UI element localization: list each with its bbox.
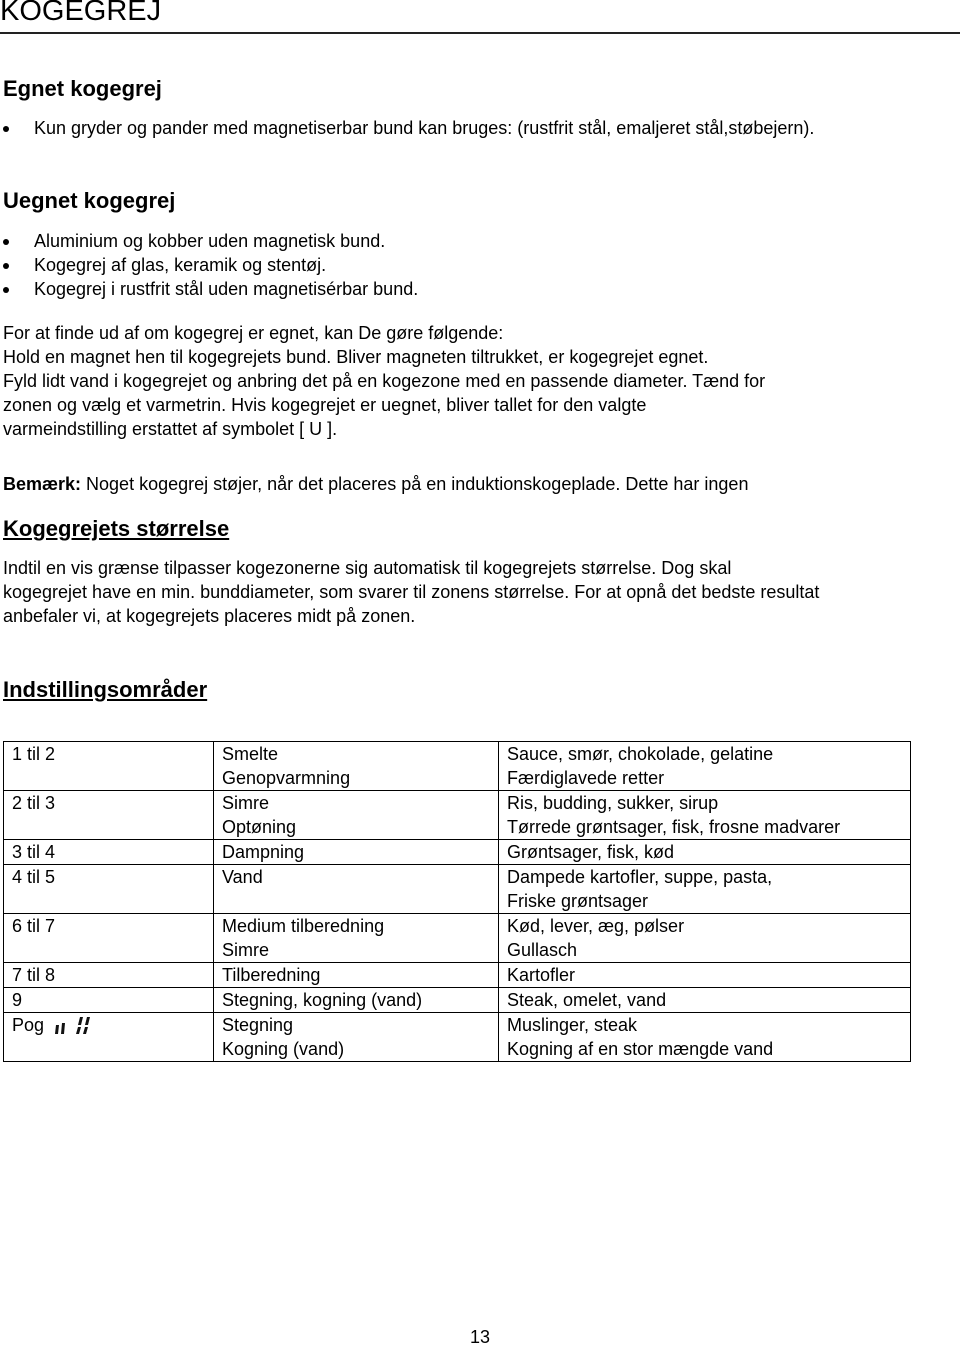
method-cell: Tilberedning [214, 963, 499, 988]
table-row [4, 791, 911, 840]
list-item: Kun gryder og pander med magnetiserbar bund kan bruges: (rustfrit stål, emaljeret stål,støbejern). [0, 116, 814, 140]
bullet-icon [3, 287, 9, 293]
table-row [4, 840, 911, 865]
heading-egnet-kogegrej: Egnet kogegrej [3, 76, 162, 101]
table-row [4, 914, 911, 963]
page-number: 13 [469, 1327, 491, 1347]
table-row [4, 988, 911, 1013]
method-cell: Dampning [214, 840, 499, 865]
note-paragraph [3, 472, 748, 496]
bullet-icon [3, 263, 9, 269]
bullet-icon [3, 239, 9, 245]
list-item: Kogegrej af glas, keramik og stentøj. [0, 253, 418, 277]
table-row [4, 865, 911, 914]
heading-indstillingsomraader: Indstillingsområder [3, 677, 208, 702]
level-cell: 3 til 4 [4, 840, 214, 865]
examples-cell: Kød, lever, æg, pølser Gullasch [499, 914, 911, 963]
level-cell: 9 [4, 988, 214, 1013]
method-cell: Smelte Genopvarmning [214, 742, 499, 791]
method-cell: Medium tilberedning Simre [214, 914, 499, 963]
paragraph-stoerrelse: Indtil en vis grænse tilpasser kogezonerne sig automatisk til kogegrejets størrelse. Dog skal kogegrejet have en min. bunddiameter, som svarer til zonens størrelse. For at opnå det bedste resultat anbefaler vi, at kogegrejets placeres midt på zonen. [3, 558, 820, 626]
table-row [4, 963, 911, 988]
examples-cell: Kartofler [499, 963, 911, 988]
bullet-icon [3, 126, 9, 132]
examples-cell: Muslinger, steak Kogning af en stor mængde vand [499, 1013, 911, 1062]
bullet-list-uegnet [0, 229, 418, 301]
table-row [4, 742, 911, 791]
level-cell: 4 til 5 [4, 865, 214, 914]
examples-cell: Sauce, smør, chokolade, gelatine Færdiglavede retter [499, 742, 911, 791]
bullet-list-egnet [0, 116, 814, 140]
examples-cell: Dampede kartofler, suppe, pasta, Friske grøntsager [499, 865, 911, 914]
level-cell: 6 til 7 [4, 914, 214, 963]
heading-uegnet-kogegrej: Uegnet kogegrej [3, 188, 176, 213]
examples-cell: Ris, budding, sukker, sirup Tørrede grøntsager, fisk, frosne madvarer [499, 791, 911, 840]
title-rule [0, 32, 960, 34]
method-cell: Stegning Kogning (vand) [214, 1013, 499, 1062]
method-cell: Vand [214, 865, 499, 914]
method-cell: Simre Optøning [214, 791, 499, 840]
examples-cell: Steak, omelet, vand [499, 988, 911, 1013]
settings-table [3, 741, 911, 1062]
level-cell: Pog [4, 1013, 214, 1062]
seven-segment-boost-icon [50, 1015, 96, 1037]
level-cell: 2 til 3 [4, 791, 214, 840]
level-cell: 7 til 8 [4, 963, 214, 988]
paragraph-magnet-test: For at finde ud af om kogegrej er egnet, kan De gøre følgende: Hold en magnet hen til kogegrejets bund. Bliver magneten tiltrukket, er kogegrejet egnet. Fyld lidt vand i kogegrejet og anbring det på en kogezone med en passende diameter. Tænd for zonen og vælg et varmetrin. Hvis kogegrejet er uegnet, bliver tallet for den valgte varmeindstilling erstattet af symbolet [ U ]. [3, 323, 766, 439]
method-cell: Stegning, kogning (vand) [214, 988, 499, 1013]
note-label: Bemærk: [3, 474, 82, 494]
table-row [4, 1013, 911, 1062]
examples-cell: Grøntsager, fisk, kød [499, 840, 911, 865]
heading-kogegrejets-stoerrelse: Kogegrejets størrelse [3, 516, 230, 541]
list-item: Kogegrej i rustfrit stål uden magnetisérbar bund. [0, 277, 418, 301]
level-cell: 1 til 2 [4, 742, 214, 791]
note-text: Noget kogegrej støjer, når det placeres på en induktionskogeplade. Dette har ingen [81, 474, 749, 494]
page-title: KOGEGREJ [0, 0, 162, 27]
list-item: Aluminium og kobber uden magnetisk bund. [0, 229, 418, 253]
